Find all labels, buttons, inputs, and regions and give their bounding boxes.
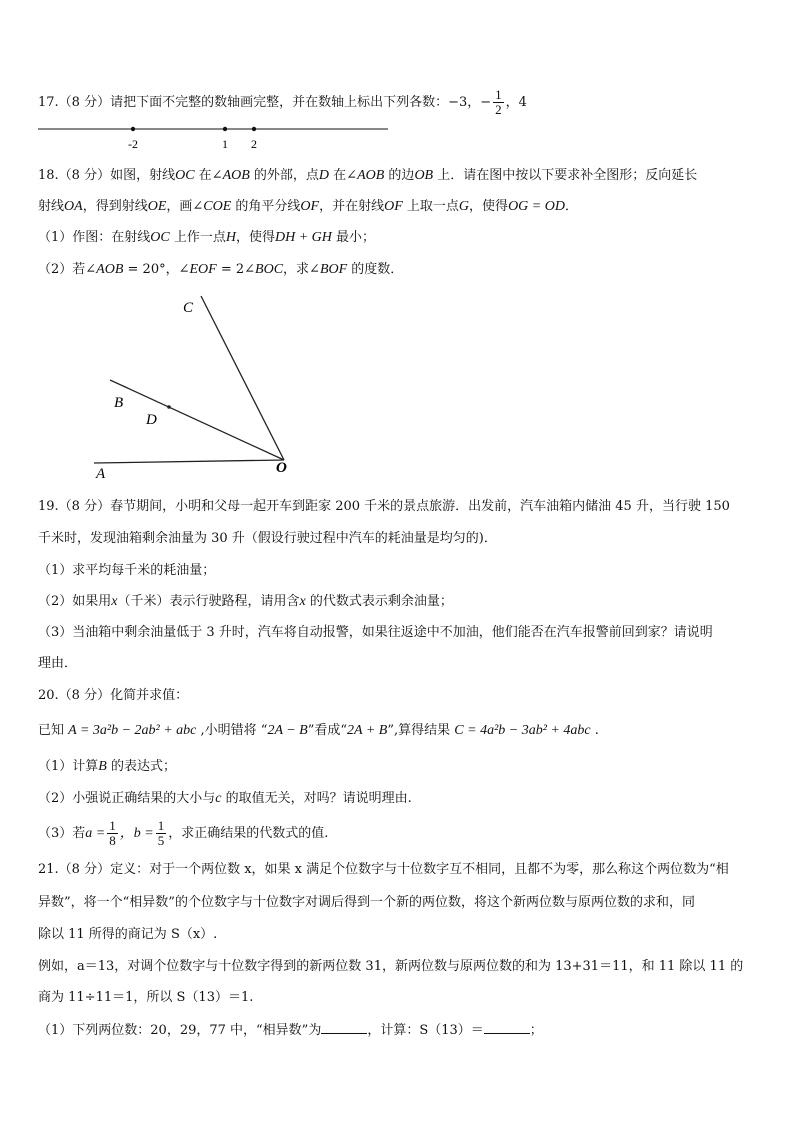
q19-text: （千米）表示行驶路程，请用含 [117, 594, 300, 609]
q18-text: = 20°，∠ [123, 262, 190, 277]
q20-text: 的表达式； [106, 759, 176, 774]
q20-math: A = 3a²b − 2ab² + abc [68, 723, 197, 738]
q18-text: ，画∠ [166, 199, 204, 214]
q18-math: EOF [189, 262, 217, 277]
q19-sub2 [38, 593, 453, 611]
q18-math: OA [64, 199, 83, 214]
q19-line1: 19.（8 分）春节期间，小明和父母一起开车到距家 200 千米的景点旅游．出发前，汽车油箱内储油 45 升，当行驶 150 [38, 499, 730, 514]
q19-math: x [299, 594, 306, 609]
q18-text: 的度数． [347, 262, 404, 277]
q18-text: = 2∠ [216, 262, 256, 277]
q18-sub2 [38, 261, 403, 279]
q20-given [38, 722, 599, 740]
q18-text: 的角平分线 [231, 199, 301, 214]
q21-sub1 [38, 1021, 543, 1040]
frac-b-num: 1 [157, 818, 165, 833]
q18-text: ，使得 [236, 230, 276, 245]
q19-text: 的代数式表示剩余油量； [305, 594, 453, 609]
q18-sub1 [38, 229, 375, 247]
q20-frac-a [107, 819, 118, 848]
q18-text: ，使得 [469, 199, 509, 214]
q20-head: 20.（8 分）化简并求值： [38, 688, 189, 703]
q18-math: OC [175, 168, 195, 183]
q21-line3: 除以 11 所得的商记为 S（x）. [38, 927, 218, 942]
q18-text: 射线 [38, 199, 65, 214]
tick-dot-1 [223, 127, 227, 131]
q18-math: AOB [222, 168, 250, 183]
frac-a-num: 1 [109, 818, 116, 833]
q18-line2 [38, 198, 578, 216]
tick-label-1: 1 [222, 137, 228, 151]
q20-math: 2A + B [347, 723, 388, 738]
q18-text: ，求∠ [283, 262, 320, 277]
q20-text: 的取值无关，对吗？请说明理由. [221, 791, 412, 806]
q20-text: . [590, 723, 599, 738]
label-c: C [183, 300, 194, 316]
q18-math: D [318, 168, 330, 183]
q18-math: OG = OD [508, 199, 565, 214]
q17-frac-den: 2 [495, 102, 502, 117]
q20-sub1 [38, 758, 176, 776]
number-line-figure [30, 118, 400, 154]
q18-text: （1）作图：在射线 [38, 230, 151, 245]
q18-text: 最小； [331, 230, 376, 245]
q21-example1: 例如，a＝13，对调个位数字与十位数字得到的新两位数 31，新两位数与原两位数的和为 13+31＝11，和 11 除以 11 的 [38, 959, 744, 974]
q19-line2: 千米时，发现油箱剩余油量为 30 升（假设行驶过程中汽车的耗油量是均匀的)． [38, 531, 497, 546]
q17-frac-num: 1 [495, 87, 502, 102]
q20-text: （1）计算 [38, 759, 99, 774]
tick-dot-2 [252, 127, 256, 131]
q18-math: OF [384, 199, 403, 214]
q20-text: ”看成“ [307, 723, 348, 738]
q18-text: 的边 [384, 168, 415, 183]
q17-fraction [493, 88, 504, 117]
q18-text: 18.（8 分）如图，射线 [38, 168, 176, 183]
q18-text: 上作一点 [169, 230, 226, 245]
answer-blank-1[interactable] [321, 1021, 367, 1034]
q21-example2: 商为 11÷11＝1，所以 S（13）＝1. [38, 990, 254, 1005]
q20-math: C = 4a²b − 3ab² + 4abc [454, 723, 591, 738]
q20-text: （3）若 [38, 826, 86, 841]
frac-b-den: 5 [157, 833, 165, 848]
q18-math: OB [414, 168, 434, 183]
label-a: A [96, 466, 106, 482]
q20-sub2 [38, 790, 412, 808]
q20-math: c [215, 791, 222, 806]
q18-text: ，得到射线 [82, 199, 148, 214]
q21-line1: 21.（8 分）定义：对于一个两位数 x，如果 x 满足个位数字与十位数字互不相同，且都不为零，那么称这个两位数为“相 [38, 862, 729, 877]
point-d [167, 405, 171, 409]
q20-text: 已知 [38, 723, 69, 738]
q19-sub3-line2: 理由． [38, 656, 78, 671]
q21-text: （1）下列两位数：20，29，77 中，“相异数”为 [38, 1023, 322, 1038]
q18-math: COE [203, 199, 232, 214]
q18-text: 在∠ [194, 168, 223, 183]
q17-line [38, 88, 527, 117]
q20-math: B [98, 759, 107, 774]
q18-text: ，并在射线 [319, 199, 385, 214]
q18-text: ． [564, 199, 578, 214]
q18-text: 在∠ [329, 168, 358, 183]
q20-frac-b [156, 819, 167, 848]
q20-text: ，求正确结果的代数式的值. [168, 826, 329, 841]
q19-sub3-line1: （3）当油箱中剩余油量低于 3 升时，汽车将自动报警，如果往返途中不加油，他们能否在汽车报警前回到家？请说明 [38, 625, 713, 640]
label-d: D [146, 412, 157, 428]
ray-oa [94, 460, 284, 463]
q19-math: x [111, 594, 118, 609]
frac-a-den: 8 [109, 833, 116, 848]
answer-blank-2[interactable] [484, 1021, 530, 1034]
label-b: B [114, 395, 124, 411]
q20-math: 2A − B [267, 723, 308, 738]
q18-math: OF [300, 199, 320, 214]
q20-text: ,小明错将 “ [196, 723, 268, 738]
tick-label--2: -2 [128, 137, 138, 151]
q18-math: OC [150, 230, 170, 245]
q18-math: BOF [319, 262, 348, 277]
q21-text: ； [529, 1023, 543, 1038]
tick-dot--2 [131, 127, 135, 131]
q18-text: 上．请在图中按以下要求补全图形；反向延长 [433, 168, 698, 183]
q20-sub3 [38, 819, 328, 849]
q18-math: BOC [255, 262, 284, 277]
q18-math: AOB [357, 168, 385, 183]
q19-sub1: （1）求平均每千米的耗油量； [38, 563, 216, 578]
tick-label-2: 2 [251, 137, 257, 151]
q18-text: 上取一点 [402, 199, 459, 214]
q21-line2: 异数”，将一个“相异数”的个位数字与十位数字对调后得到一个新的两位数，将这个新两位数与原两位数的求和，同 [38, 895, 695, 910]
label-o: O [276, 460, 287, 476]
q21-text: ，计算：S（13）＝ [367, 1023, 484, 1038]
q18-math: DH + GH [275, 230, 332, 245]
q18-math: G [458, 199, 470, 214]
q17-text: 17.（8 分）请把下面不完整的数轴画完整，并在数轴上标出下列各数：−3，− [38, 95, 492, 110]
q18-line1 [38, 167, 697, 185]
q20-text: （2）小强说正确结果的大小与 [38, 791, 216, 806]
q18-text: 的外部，点 [249, 168, 319, 183]
q20-text: ”,算得结果 [387, 723, 455, 738]
q17-tail: ，4 [505, 95, 527, 110]
ray-oc [201, 296, 284, 460]
ray-ob [110, 380, 284, 460]
q18-math: H [225, 230, 236, 245]
q18-text: （2）若∠ [38, 262, 97, 277]
q20-math: ，b = [119, 826, 154, 841]
q19-text: （2）如果用 [38, 594, 112, 609]
q18-math: AOB [96, 262, 124, 277]
angle-figure [36, 292, 316, 482]
q20-math: a = [85, 826, 106, 841]
q18-math: OE [147, 199, 167, 214]
